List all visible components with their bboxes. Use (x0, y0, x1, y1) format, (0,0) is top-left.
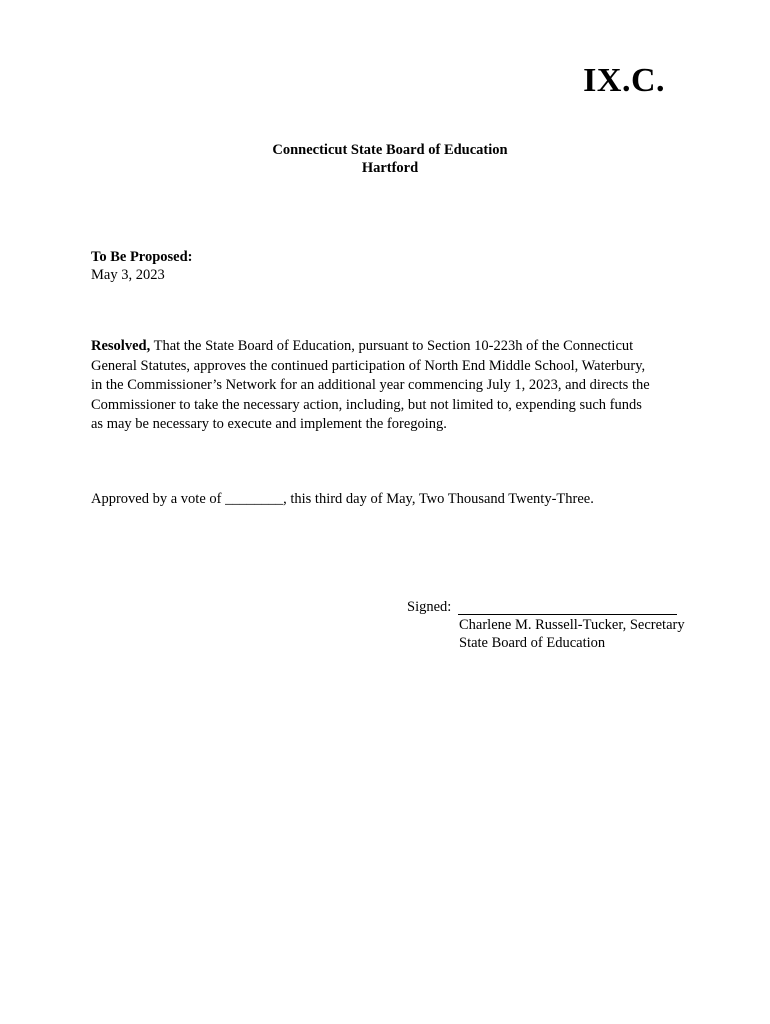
resolution-line: in the Commissioner’s Network for an additional year commencing July 1, 2023, and directs the (91, 377, 650, 393)
resolution-text: That the State Board of Education, pursuant to Section 10-223h of the Connecticut (150, 338, 634, 354)
agenda-item-number: IX.C. (583, 62, 665, 99)
resolution-line: as may be necessary to execute and implement the foregoing. (91, 416, 447, 432)
proposed-date: May 3, 2023 (91, 267, 165, 283)
signature-line (458, 599, 677, 615)
signer-name: Charlene M. Russell-Tucker, Secretary (459, 617, 685, 633)
signed-label: Signed: (407, 599, 452, 615)
resolution-line: Commissioner to take the necessary action, including, but not limited to, expending such funds (91, 396, 642, 413)
resolution-line (91, 337, 691, 357)
signer-organization: State Board of Education (459, 635, 606, 651)
resolution-paragraph (91, 337, 691, 435)
resolution-line: General Statutes, approves the continued participation of North End Middle School, Waterbury, (91, 357, 646, 374)
proposed-label: To Be Proposed: (91, 249, 193, 265)
organization-city: Hartford (361, 160, 419, 176)
approval-statement: Approved by a vote of ________, this third day of May, Two Thousand Twenty-Three. (91, 491, 594, 507)
resolution-lead: Resolved, (91, 338, 151, 354)
organization-title: Connecticut State Board of Education (272, 142, 508, 158)
